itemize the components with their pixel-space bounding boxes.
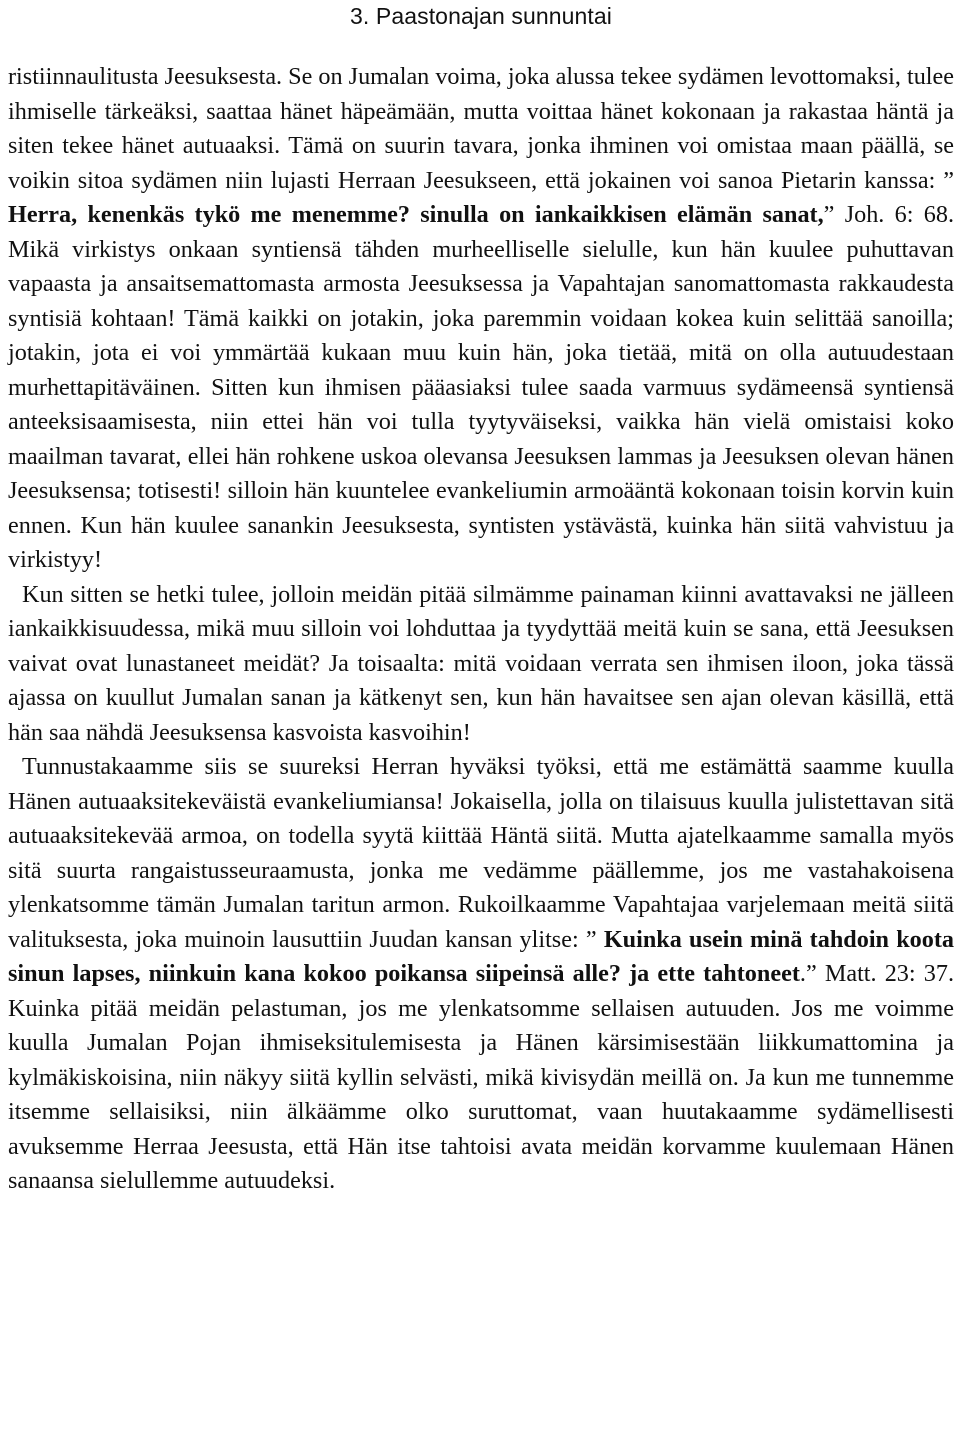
paragraph-2 [8,578,954,751]
document-page [8,0,954,1199]
paragraph-3 [8,750,954,1199]
paragraph-3-text-cont: .” Matt. 23: 37. Kuinka pitää meidän pelastuman, jos me ylenkatsomme sellaisen autuuden. Jos me voimme kuulla Jumalan Pojan ihmiseksitulemisesta ja Hänen kärsimisestään liikkumattomina ja kylmäkiskoisina, niin näkyy siitä kyllin selvästi, mikä kivisydän meillä on. Ja kun me tunnemme itsemme sellaisiksi, niin älkäämme olko suruttomat, vaan huutakaamme sydämellisesti avuksemme Herraa Jeesusta, että Hän itse tahtoisi avata meidän korvamme kuulemaan Hänen sanaansa sielullemme autuudeksi. [8,960,954,1194]
paragraph-1-bold-quote: Herra, kenenkäs tykö me menemme? sinulla on iankaikkisen elämän sanat, [8,201,824,228]
page-header: 3. Paastonajan sunnuntai [350,3,612,29]
paragraph-1-text: ristiinnaulitusta Jeesuksesta. Se on Jumalan voima, joka alussa tekee sydämen levottomaksi, tulee ihmiselle tärkeäksi, saattaa hänet häpeämään, mutta voittaa hänet kokonaan ja rakastaa häntä ja siten tekee hänet autuaaksi. Tämä on suurin tavara, jonka ihminen voi omistaa maan päällä, se voikin sitoa sydämen niin lujasti Herraan Jeesukseen, että jokainen voi sanoa Pietarin kanssa: ” [8,63,954,194]
paragraph-1 [8,60,954,578]
paragraph-2-text: Kun sitten se hetki tulee, jolloin meidän pitää silmämme painaman kiinni avattavaksi ne jälleen iankaikkisuudessa, mikä muu silloin voi lohduttaa ja tyydyttää meitä kuin se sana, että Jeesuksen vaivat ovat lunastaneet meidät? Ja toisaalta: mitä voidaan verrata sen ihmisen iloon, joka tässä ajassa on kuullut Jumalan sanan ja kätkenyt sen, kun hän havaitsee sen ajan olevan käsillä, että hän saa nähdä Jeesuksensa kasvoista kasvoihin! [8,580,954,746]
paragraph-3-text: Tunnustakaamme siis se suureksi Herran hyväksi työksi, että me estämättä saamme kuulla Hänen autuaaksitekeväistä evankeliumiansa! Jokaisella, jolla on tilaisuus kuulla julistettavan sitä autuaaksitekevää armoa, on todella syytä kiittää Häntä siitä. Mutta ajatelkaamme samalla myös sitä suurta rangaistusseuraamusta, jonka me vedämme päällemme, jos me vastahakoisena ylenkatsomme tämän Jumalan taritun armon. Rukoilkaamme Vapahtajaa varjelemaan meitä siitä valituksesta, joka muinoin lausuttiin Juudan kansan ylitse: ” [8,753,954,953]
paragraph-1-text-cont: ” Joh. 6: 68. Mikä virkistys onkaan syntiensä tähden murheelliselle sielulle, kun hän kuulee puhuttavan vapaasta ja ansaitsemattomasta armosta Jeesuksessa ja Vapahtajan sanomattomasta rakkaudesta syntisiä kohtaan! Tämä kaikki on jotakin, joka paremmin voidaan kokea kuin selittää sanoilla; jotakin, jota ei voi ymmärtää kukaan muu kuin hän, joka tietää, mitä on olla autuudestaan murhettapitäväinen. Sitten kun ihmisen pääasiaksi tulee saada varmuus sydämeensä syntiensä anteeksisaamisesta, niin ettei hän voi tulla tyytyväiseksi, vaikka hän vielä omistaisi koko maailman tavarat, ellei hän rohkene uskoa olevansa Jeesuksen lammas ja Jeesuksen olevan hänen Jeesuksensa; totisesti! silloin hän kuuntelee evankeliumin armoääntä kokonaan toisin korvin kuin ennen. Kun hän kuulee sanankin Jeesuksesta, syntisten ystävästä, kuinka hän siitä vahvistuu ja virkistyy! [8,201,954,573]
paragraph-3-bold-quote: Kuinka usein minä tahdoin koota sinun lapses, niinkuin kana kokoo poikansa siipeinsä alle? ja ette tahtoneet [8,925,954,987]
